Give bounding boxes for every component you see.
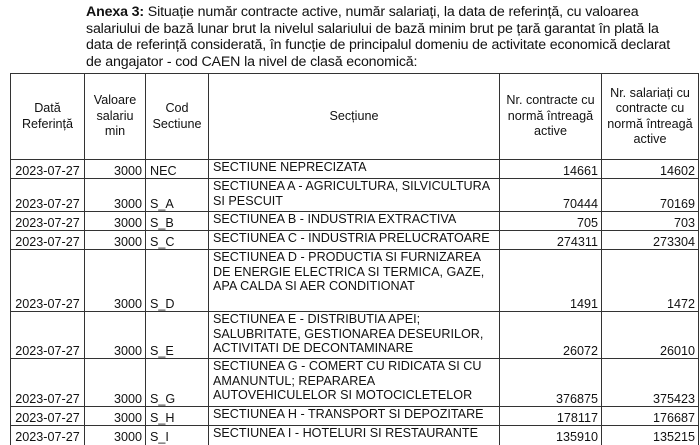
cell-employees: 135215 [602,426,699,445]
cell-contracts: 274311 [500,231,602,250]
cell-employees: 70169 [602,179,699,212]
annex-heading [86,4,686,70]
header-employees: Nr. salariați cu contracte cu normă întreagă active [602,74,699,160]
cell-salary: 3000 [85,250,146,312]
cell-date: 2023-07-27 [11,407,85,426]
cell-code: S_I [146,426,209,445]
cell-code: S_D [146,250,209,312]
cell-code: S_G [146,359,209,407]
cell-employees: 1472 [602,250,699,312]
cell-employees: 703 [602,212,699,231]
header-code: Cod Sectiune [146,74,209,160]
cell-date: 2023-07-27 [11,359,85,407]
cell-code: S_C [146,231,209,250]
table-row [11,231,699,250]
cell-date: 2023-07-27 [11,179,85,212]
cell-salary: 3000 [85,426,146,445]
table-row [11,312,699,359]
cell-date: 2023-07-27 [11,212,85,231]
cell-contracts: 14661 [500,160,602,179]
cell-code: S_E [146,312,209,359]
cell-code: S_A [146,179,209,212]
cell-salary: 3000 [85,359,146,407]
cell-salary: 3000 [85,407,146,426]
cell-section: SECTIUNEA I - HOTELURI SI RESTAURANTE [209,426,500,445]
table-row [11,160,699,179]
cell-date: 2023-07-27 [11,250,85,312]
cell-salary: 3000 [85,212,146,231]
cell-section: SECTIUNEA C - INDUSTRIA PRELUCRATOARE [209,231,500,250]
table-row [11,426,699,445]
cell-date: 2023-07-27 [11,312,85,359]
cell-date: 2023-07-27 [11,231,85,250]
cell-contracts: 178117 [500,407,602,426]
cell-code: NEC [146,160,209,179]
cell-contracts: 376875 [500,359,602,407]
table-header-row [11,74,699,160]
cell-salary: 3000 [85,179,146,212]
cell-employees: 26010 [602,312,699,359]
cell-date: 2023-07-27 [11,160,85,179]
table-row [11,250,699,312]
cell-code: S_H [146,407,209,426]
table-row [11,407,699,426]
cell-section: SECTIUNE NEPRECIZATA [209,160,500,179]
header-section: Secțiune [209,74,500,160]
cell-salary: 3000 [85,312,146,359]
contracts-table [10,73,699,445]
cell-salary: 3000 [85,231,146,250]
cell-employees: 176687 [602,407,699,426]
cell-section: SECTIUNEA H - TRANSPORT SI DEPOZITARE [209,407,500,426]
header-contracts: Nr. contracte cu normă întreagă active [500,74,602,160]
cell-employees: 273304 [602,231,699,250]
cell-contracts: 70444 [500,179,602,212]
cell-code: S_B [146,212,209,231]
header-date: Dată Referință [11,74,85,160]
cell-section: SECTIUNEA G - COMERT CU RIDICATA SI CU AMANUNTUL; REPARAREA AUTOVEHICULELOR SI MOTOCICLETELOR [209,359,500,407]
cell-contracts: 705 [500,212,602,231]
cell-contracts: 1491 [500,250,602,312]
table-row [11,212,699,231]
annex-label: Anexa 3: [86,4,144,20]
table-row [11,179,699,212]
cell-contracts: 26072 [500,312,602,359]
cell-employees: 375423 [602,359,699,407]
cell-employees: 14602 [602,160,699,179]
cell-section: SECTIUNEA E - DISTRIBUTIA APEI; SALUBRITATE, GESTIONAREA DESEURILOR, ACTIVITATI DE DECONTAMINARE [209,312,500,359]
cell-date: 2023-07-27 [11,426,85,445]
annex-description: Situație număr contracte active, număr salariați, la data de referință, cu valoarea salariului de bază lunar brut la nivelul salariului de bază minim brut pe țară garantat în plată la data de referință considerată, în funcție de principalul domeniu de activitate economică declarat de angajator - cod CAEN la nivel de clasă economică: [86,4,671,70]
table-row [11,359,699,407]
cell-section: SECTIUNEA B - INDUSTRIA EXTRACTIVA [209,212,500,231]
cell-section: SECTIUNEA D - PRODUCTIA SI FURNIZAREA DE ENERGIE ELECTRICA SI TERMICA, GAZE, APA CALDA SI AER CONDITIONAT [209,250,500,312]
cell-contracts: 135910 [500,426,602,445]
cell-salary: 3000 [85,160,146,179]
cell-section: SECTIUNEA A - AGRICULTURA, SILVICULTURA SI PESCUIT [209,179,500,212]
header-salary: Valoare salariu min [85,74,146,160]
